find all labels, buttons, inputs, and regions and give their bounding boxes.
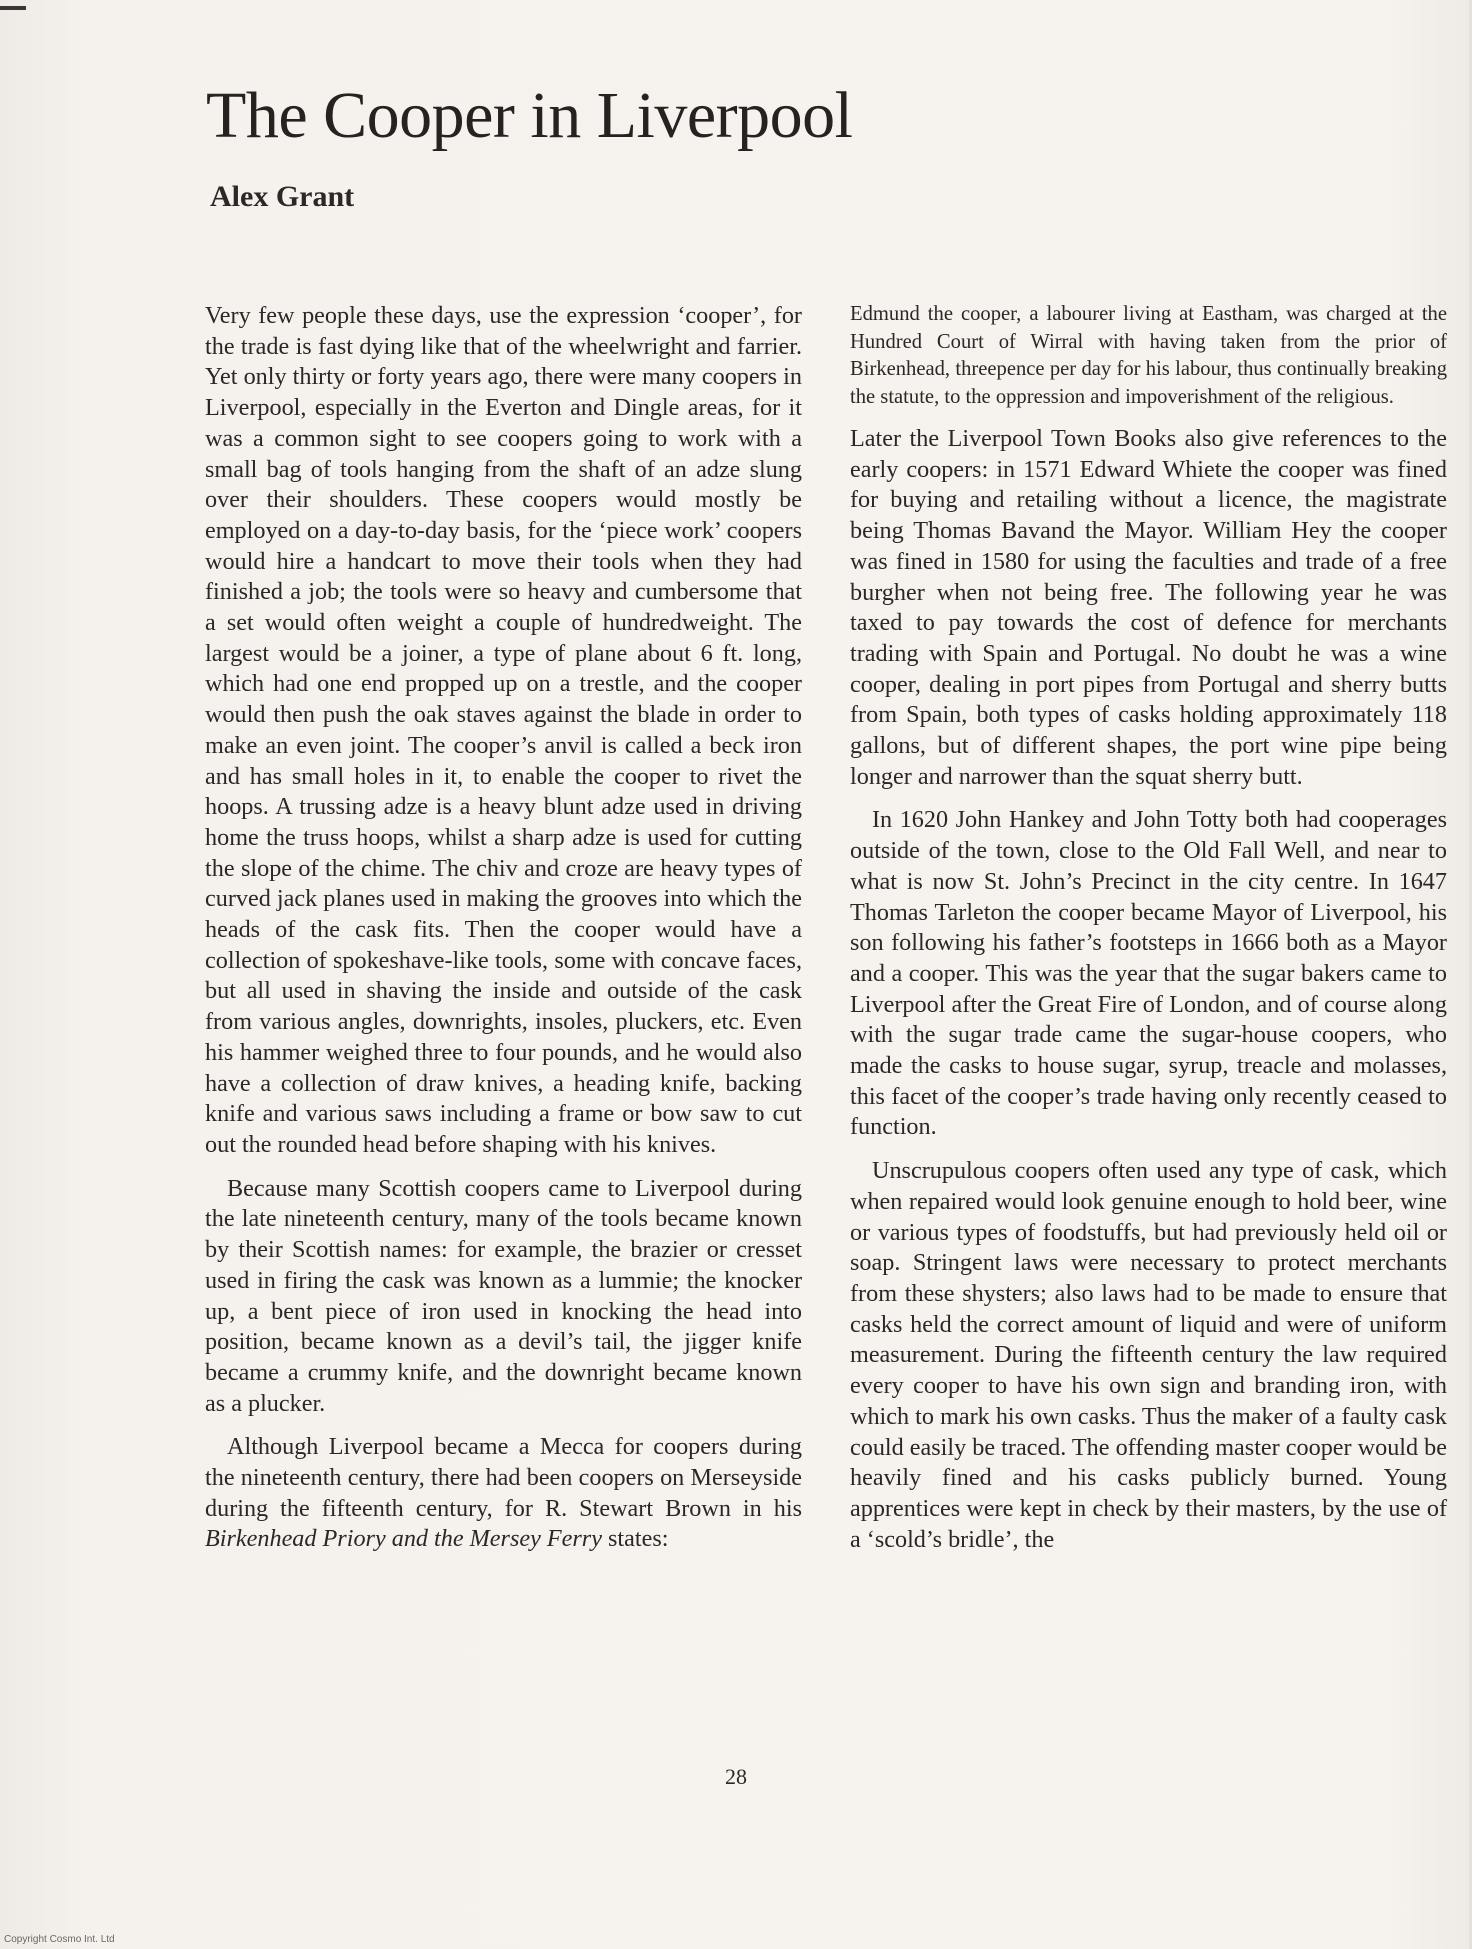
left-paragraph-3 (205, 1432, 802, 1555)
copyright-watermark: Copyright Cosmo Int. Ltd (4, 1934, 115, 1945)
scan-edge-mark (0, 6, 26, 10)
right-paragraph-3: Unscrupulous coopers often used any type of cask, which when repaired would look genuine enough to hold beer, wine or various types of foodstuffs, but had previously held oil or soap. Stringent laws were necessary to protect merchants from these shysters; also laws had to be made to ensure that casks held the correct amount of liquid and were of uniform measurement. During the fifteenth century the law required every cooper to have his own sign and branding iron, with which to mark his own casks. Thus the maker of a faulty cask could easily be traced. The offending master cooper would be heavily fined and his casks publicly burned. Young apprentices were kept in check by their masters, by the use of a ‘scold’s bridle’, the (850, 1157, 1447, 1553)
right-paragraph-2: In 1620 John Hankey and John Totty both had cooperages outside of the town, close to the Old Fall Well, and near to what is now St. John’s Precinct in the city centre. In 1647 Thomas Tarleton the cooper became Mayor of Liverpool, his son following his father’s footsteps in 1666 both as a Mayor and a cooper. This was the year that the sugar bakers came to Liverpool after the Great Fire of London, and of course along with the sugar trade came the sugar-house coopers, who made the casks to house sugar, syrup, treacle and molasses, this facet of the cooper’s trade having only recently ceased to function. (850, 806, 1447, 1141)
left-paragraph-3-text: Although Liverpool became a Mecca for coopers during the nineteenth century, there had been coopers on Merseyside during the fifteenth century, for R. Stewart Brown in his (205, 1433, 802, 1522)
left-paragraph-1: Very few people these days, use the expression ‘cooper’, for the trade is fast dying like that of the wheelwright and farrier. Yet only thirty or forty years ago, there were many coopers in Liverpool, especially in the Everton and Dingle areas, for it was a common sight to see coopers going to work with a small bag of tools hanging from the shaft of an adze slung over their shoulders. These coopers would mostly be employed on a day-to-day basis, for the ‘piece work’ coopers would hire a handcart to move their tools when they had finished a job; the tools were so heavy and cumbersome that a set would often weight a couple of hundredweight. The largest would be a joiner, a type of plane about 6 ft. long, which had one end propped up on a trestle, and the cooper would then push the oak staves against the blade in order to make an even joint. The cooper’s anvil is called a beck iron and has small holes in it, to enable the cooper to rivet the hoops. A trussing adze is a heavy blunt adze used in driving home the truss hoops, whilst a sharp adze is used for cutting the slope of the chime. The chiv and croze are heavy types of curved jack planes used in making the grooves into which the heads of the cask fits. Then the cooper would have a collection of spokeshave-like tools, some with concave faces, but all used in shaving the inside and outside of the cask from various angles, downrights, insoles, pluckers, etc. Even his hammer weighed three to four pounds, and he would also have a collection of draw knives, a heading knife, backing knife and various saws including a frame or bow saw to cut out the rounded head before shaping with his knives. (205, 302, 802, 1158)
right-paragraph-1: Later the Liverpool Town Books also give references to the early coopers: in 1571 Edward Whiete the cooper was fined for buying and retailing without a licence, the magistrate being Thomas Bavand the Mayor. William Hey the cooper was fined in 1580 for using the faculties and trade of a free burgher when not being free. The following year he was taxed to pay towards the cost of defence for merchants trading with Spain and Portugal. No doubt he was a wine cooper, dealing in port pipes from Portugal and sherry butts from Spain, both types of casks holding approximately 118 gallons, but of different shapes, the port wine pipe being longer and narrower than the squat sherry butt. (850, 425, 1447, 790)
right-column (850, 301, 1447, 1568)
left-column (205, 301, 802, 1568)
article-title: The Cooper in Liverpool (206, 79, 853, 152)
block-quote: Edmund the cooper, a labourer living at Eastham, was charged at the Hundred Court of Wirral with having taken from the prior of Birkenhead, threepence per day for his labour, thus continually breaking the statute, to the oppression and impoverishment of the religious. (850, 303, 1447, 408)
page-number: 28 (725, 1764, 747, 1789)
left-paragraph-2: Because many Scottish coopers came to Liverpool during the late nineteenth century, many of the tools became known by their Scottish names: for example, the brazier or cresset used in firing the cask was known as a lummie; the knocker up, a bent piece of iron used in knocking the head into position, became known as a devil’s tail, the jigger knife became a crummy knife, and the downright became known as a plucker. (205, 1174, 802, 1417)
left-paragraph-3-end: states: (601, 1525, 669, 1553)
book-title-citation: Birkenhead Priory and the Mersey Ferry (205, 1525, 602, 1553)
article-author: Alex Grant (210, 180, 355, 213)
